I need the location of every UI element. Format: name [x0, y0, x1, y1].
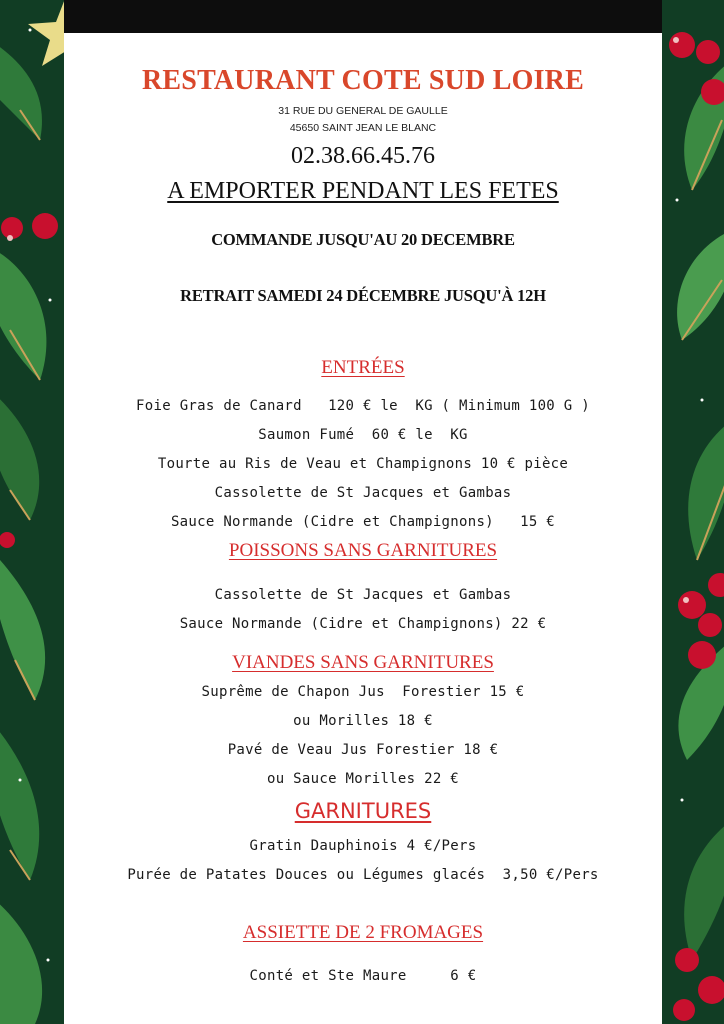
menu-item: Suprême de Chapon Jus Forestier 15 € [201, 684, 525, 700]
section-title-text: POISSONS SANS GARNITURES [228, 540, 498, 561]
order-deadline: COMMANDE JUSQU'AU 20 DECEMBRE [211, 230, 515, 249]
right-holly-border [662, 0, 724, 1024]
headline [64, 178, 662, 205]
top-strip [64, 0, 662, 33]
section-title-text: ENTRÉES [321, 357, 405, 378]
berry-cluster-icon [662, 0, 724, 1024]
menu-item: Purée de Patates Douces ou Légumes glacés 3,50 €/Pers [127, 867, 599, 883]
menu-item: ou Sauce Morilles 22 € [266, 771, 460, 787]
star-icon [0, 0, 64, 80]
section-title-entrees [64, 357, 662, 379]
left-holly-border [0, 0, 64, 1024]
menu-item: Cassolette de St Jacques et Gambas [214, 485, 512, 501]
menu-item: Sauce Normande (Cidre et Champignons) 15 € [170, 514, 556, 530]
phone-number: 02.38.66.45.76 [291, 143, 435, 169]
menu-item: Gratin Dauphinois 4 €/Pers [249, 838, 477, 854]
menu-item: Saumon Fumé 60 € le KG [258, 427, 468, 443]
address-street: 31 RUE DU GENERAL DE GAULLE [278, 105, 448, 117]
section-title-fromages [64, 922, 662, 944]
menu-item: Pavé de Veau Jus Forestier 18 € [227, 742, 499, 758]
section-title-text: ASSIETTE DE 2 FROMAGES [242, 922, 484, 943]
section-title-poissons [64, 540, 662, 562]
menu-item: Tourte au Ris de Veau et Champignons 10 € pièce [157, 456, 569, 472]
menu-item: Foie Gras de Canard 120 € le KG ( Minimum 100 G ) [136, 398, 590, 414]
headline-text: A EMPORTER PENDANT LES FETES [167, 178, 559, 204]
menu-item: ou Morilles 18 € [293, 713, 433, 729]
menu-item: Cassolette de St Jacques et Gambas [214, 587, 512, 603]
section-title-text: VIANDES SANS GARNITURES [232, 652, 494, 673]
menu-item: Conté et Ste Maure 6 € [249, 968, 477, 984]
menu-item: Sauce Normande (Cidre et Champignons) 22 € [179, 616, 547, 632]
pickup-info: RETRAIT SAMEDI 24 DÉCEMBRE JUSQU'À 12H [180, 286, 546, 305]
restaurant-name: RESTAURANT COTE SUD LOIRE [142, 65, 584, 96]
address-city: 45650 SAINT JEAN LE BLANC [289, 122, 437, 134]
section-title-garnitures [64, 799, 662, 823]
section-title-viandes [64, 652, 662, 674]
holly-leaf-icon [0, 0, 64, 1024]
menu-card [64, 33, 662, 1024]
section-title-text: GARNITURES [294, 799, 432, 823]
